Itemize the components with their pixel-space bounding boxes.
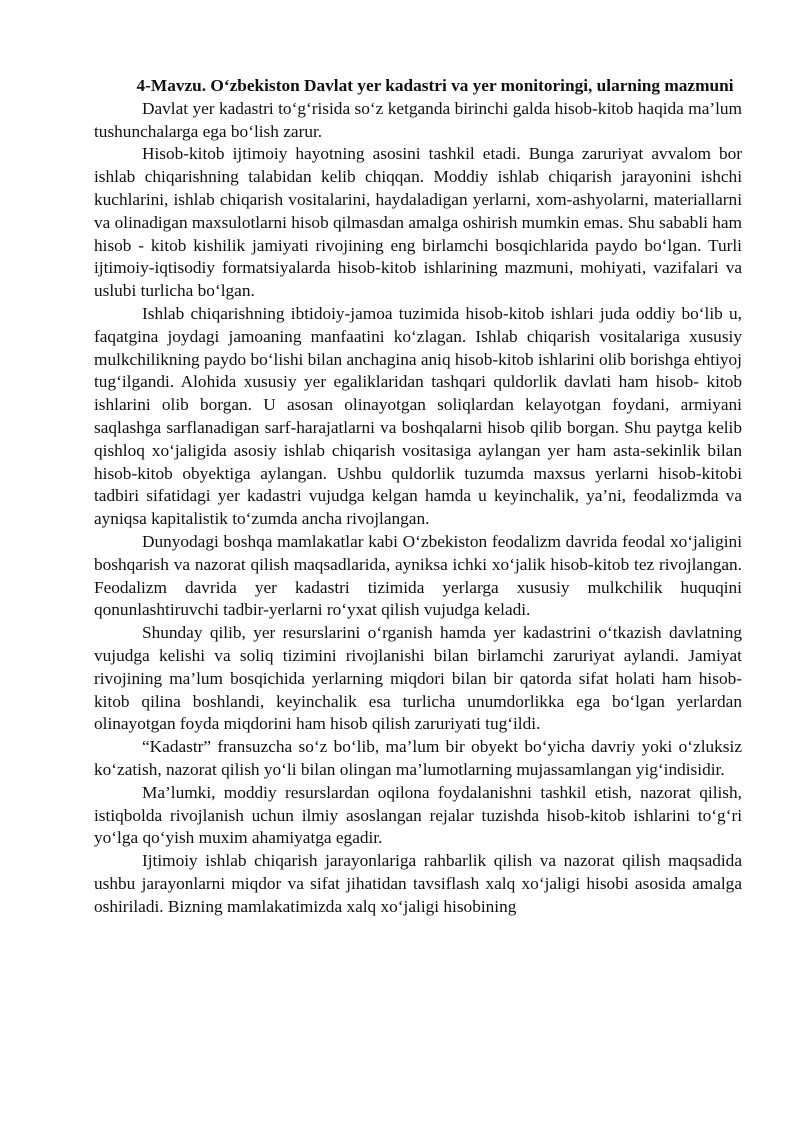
paragraph-4: Dunyodagi boshqa mamlakatlar kabi O‘zbekiston feodalizm davrida feodal xo‘jaligini boshqarish va nazorat qilish maqsadlarida, ayniksa ichki xo‘jalik hisob-kitob tez rivojlangan. Feodalizm davrida yer kadastri tizimida yerlarga xususiy mulkchilik huquqini qonunlashtiruvchi tadbir-yerlarni ro‘yxat qilish vujudga keladi. [94,531,742,620]
paragraph-7: Ma’lumki, moddiy resurslardan oqilona foydalanishni tashkil etish, nazorat qilish, istiqbolda rivojlanish uchun ilmiy asoslangan rejalar tuzishda hisob-kitob ishlarini to‘g‘ri yo‘lga qo‘yish muxim ahamiyatga egadir. [94,782,742,848]
paragraph-5: Shunday qilib, yer resurslarini o‘rganish hamda yer kadastrini o‘tkazish davlatning vujudga kelishi va soliq tizimini rivojlanishi bilan birlamchi zaruriyat aylandi. Jamiyat rivojining ma’lum bosqichida yerlarning miqdori bilan bir qatorda sifat holati ham hisob-kitob qilina boshlandi, keyinchalik esa turlicha unumdorlikka ega bo‘lgan yerlardan olinayotgan foyda miqdorini ham hisob qilish zaruriyati tug‘ildi. [94,623,742,734]
document-page [94,75,742,918]
paragraph-2: Hisob-kitob ijtimoiy hayotning asosini tashkil etadi. Bunga zaruriyat avvalom bor ishlab chiqarishning talabidan kelib chiqqan. Moddiy ishlab chiqarish jarayonini ishchi kuchlarini, ishlab chiqarish vositalarini, haydaladigan yerlarni, xom-ashyolarni, materiallarni va olinadigan maxsulotlarni hisob qilmasdan amalga oshirish mumkin emas. Shu sababli ham hisob - kitob kishilik jamiyati rivojining eng birlamchi bosqichlarida paydo bo‘lgan. Turli ijtimoiy-iqtisodiy formatsiyalarda hisob-kitob ishlarining mazmuni, mohiyati, vazifalari va uslubi turlicha bo‘lgan. [94,144,742,301]
document-title: 4-Mavzu. O‘zbekiston Davlat yer kadastri va yer monitoringi, ularning mazmuni [136,76,734,95]
paragraph-1: Davlat yer kadastri to‘g‘risida so‘z ketganda birinchi galda hisob-kitob haqida ma’lum tushunchalarga ega bo‘lish zarur. [94,98,742,141]
paragraph-3: Ishlab chiqarishning ibtidoiy-jamoa tuzimida hisob-kitob ishlari juda oddiy bo‘lib u, faqatgina joydagi jamoaning manfaatini ko‘zlagan. Ishlab chiqarish vositalariga xususiy mulkchilikning paydo bo‘lishi bilan anchagina aniq hisob-kitob ishlarini olib borishga ehtiyoj tug‘ilgandi. Alohida xususiy yer egaliklaridan tashqari quldorlik davlati ham hisob- kitob ishlarini olib borgan. U asosan olinayotgan soliqlardan kelayotgan foydani, armiyani saqlashga sarflanadigan sarf-harajatlarni va boshqalarni hisob qilib borgan. Shu paytga kelib qishloq xo‘jaligida asosiy ishlab chiqarish vositasiga aylangan yer ham asta-sekinlik bilan hisob-kitob obyektiga aylangan. Ushbu quldorlik tuzumda maxsus yerlarni hisob-kitobi tadbiri sifatidagi yer kadastri vujudga kelgan hamda u keyinchalik, ya’ni, feodalizmda va ayniqsa kapitalistik to‘zumda ancha rivojlangan. [94,303,742,529]
paragraph-6: “Kadastr” fransuzcha so‘z bo‘lib, ma’lum bir obyekt bo‘yicha davriy yoki o‘zluksiz ko‘zatish, nazorat qilish yo‘li bilan olingan ma’lumotlarning mujassamlangan yig‘indisidir. [94,737,742,779]
paragraph-8: Ijtimoiy ishlab chiqarish jarayonlariga rahbarlik qilish va nazorat qilish maqsadida ushbu jarayonlarni miqdor va sifat jihatidan tavsiflash xalq xo‘jaligi hisobi asosida amalga oshiriladi. Bizning mamlakatimizda xalq xo‘jaligi hisobining [94,851,742,916]
